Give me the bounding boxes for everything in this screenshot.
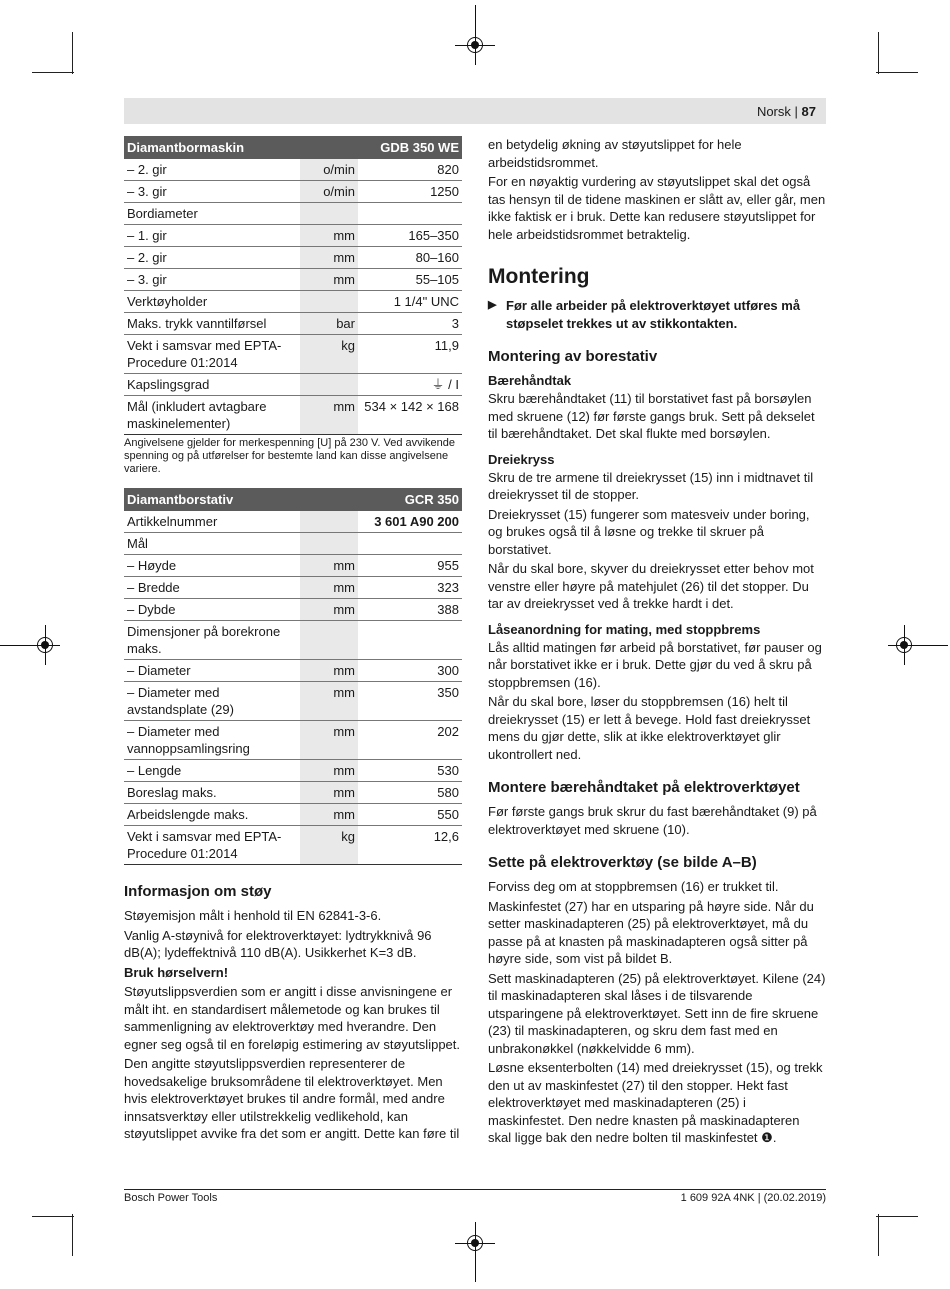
table-title: Diamantbormaskin <box>124 136 358 159</box>
spec-table-body <box>124 159 462 435</box>
row-label: Dimensjoner på borekrone maks. <box>124 621 300 660</box>
row-label: – Bredde <box>124 577 300 599</box>
crop-mark <box>876 1216 918 1217</box>
table-header-row <box>124 136 462 159</box>
page-number: 87 <box>801 104 816 119</box>
row-unit: mm <box>300 782 358 804</box>
table-row <box>124 225 462 247</box>
minor-heading: Bærehåndtak <box>488 373 572 388</box>
row-label: – Diameter med avstandsplate (29) <box>124 682 300 721</box>
row-unit <box>300 291 358 313</box>
row-unit: mm <box>300 269 358 291</box>
paragraph: Maskinfestet (27) har en utsparing på høyre side. Når du setter maskinadapteren (25) på elektroverktøyet, må du passe på at knasten på maskinadapteren også sitter på høyre side, som vist på bildet B. <box>488 898 814 966</box>
row-value: 1250 <box>358 181 462 203</box>
paragraph: en betydelig økning av støyutslippet for hele arbeidstidsrommet. <box>488 137 742 170</box>
row-label: Mål (inkludert avtagbare maskinelementer) <box>124 396 300 435</box>
table-row <box>124 760 462 782</box>
table-row <box>124 203 462 225</box>
row-unit: kg <box>300 335 358 374</box>
table-row <box>124 511 462 533</box>
row-value: 55–105 <box>358 269 462 291</box>
paragraph: Lås alltid matingen før arbeid på borstativet, før pauser og når borstativet ikke er i bruk. Dette gjør du ved å skru på stoppbremsen (16). <box>488 639 822 690</box>
row-label: Arbeidslengde maks. <box>124 804 300 826</box>
row-unit: mm <box>300 225 358 247</box>
row-value <box>358 621 462 660</box>
table-row <box>124 247 462 269</box>
row-label: Mål <box>124 533 300 555</box>
footer-docnumber: 1 609 92A 4NK | (20.02.2019) <box>680 1192 826 1204</box>
warning-text: ▶ Før alle arbeider på elektroverktøyet utføres må støpselet trekkes ut av stikkontakten. <box>488 297 826 332</box>
paragraph: Støyutslippsverdien som er angitt i disse anvisningene er målt iht. en standardisert målemetode og kan brukes til sammenligning av elektroverktøy med hverandre. Den egner seg også til en foreløpig estimering av støyutslippet. <box>124 984 461 1052</box>
paragraph: For en nøyaktig vurdering av støyutslippet skal det også tas hensyn til de tidene maskinen er slått av, eller går, men ikke faktisk er i bruk. Dette kan redusere støyutslippet for hele arbeidstidsrommet betraktelig. <box>488 174 826 242</box>
row-value: 550 <box>358 804 462 826</box>
minor-heading: Låseanordning for mating, med stoppbrems <box>488 621 761 637</box>
table-model: GDB 350 WE <box>358 136 462 159</box>
registration-line <box>475 1222 476 1282</box>
paragraph: Skru de tre armene til dreiekrysset (15) inn i midtnavet til dreiekrysset til de stopper. <box>488 469 814 502</box>
crop-mark <box>32 72 74 73</box>
row-label: Vekt i samsvar med EPTA-Procedure 01:2014 <box>124 826 300 865</box>
paragraph: Når du skal bore, løser du stoppbremsen (16) helt til dreiekrysset (15) er lett å bevege. Hold fast dreiekrysset mens du gjør dette, slik at ikke elektroverktøyet glir ukontrollert ned. <box>488 694 811 762</box>
row-label: – 1. gir <box>124 225 300 247</box>
paragraph: Skru bærehåndtaket (11) til borstativet fast på borsøylen med skruene (12) før første gangs bruk. Sett på dekselet til bærehåndtaket. Det skal flukte med borsøylen. <box>488 391 815 441</box>
row-unit <box>300 621 358 660</box>
row-label: – Dybde <box>124 599 300 621</box>
crop-mark <box>878 1214 879 1256</box>
row-unit <box>300 374 358 396</box>
row-label: Verktøyholder <box>124 291 300 313</box>
registration-mark-icon <box>37 637 53 653</box>
row-value: 3 <box>358 313 462 335</box>
row-value: 530 <box>358 760 462 782</box>
row-unit <box>300 533 358 555</box>
row-unit: kg <box>300 826 358 865</box>
row-value: 580 <box>358 782 462 804</box>
row-label: – Lengde <box>124 760 300 782</box>
spec-table-stand <box>124 488 462 865</box>
row-unit: mm <box>300 599 358 621</box>
table-row <box>124 269 462 291</box>
spec-table-body <box>124 511 462 865</box>
row-label: – 2. gir <box>124 247 300 269</box>
right-column <box>488 136 826 1149</box>
row-label: – 3. gir <box>124 269 300 291</box>
table-title: Diamantborstativ <box>124 488 358 511</box>
paragraph: Sett maskinadapteren (25) på elektroverktøyet. Kilene (24) til maskinadapteren skal låses i de tilsvarende utsparingene på elektroverktøyet. Sett inn de fire skruene (23) til maskinadapteren, og skru dem fast med en unbrakonøkkel (nøkkelvidde 6 mm). <box>488 970 826 1056</box>
row-label: – 3. gir <box>124 181 300 203</box>
row-value: 388 <box>358 599 462 621</box>
row-value: ⏚ / I <box>358 374 462 396</box>
row-value: 165–350 <box>358 225 462 247</box>
table-row <box>124 335 462 374</box>
row-unit: o/min <box>300 159 358 181</box>
section-heading-montering: Montering <box>488 265 590 288</box>
row-unit: mm <box>300 577 358 599</box>
row-unit <box>300 511 358 533</box>
row-label: – Diameter med vannoppsamlingsring <box>124 721 300 760</box>
row-value: 202 <box>358 721 462 760</box>
table-row <box>124 621 462 660</box>
row-value <box>358 533 462 555</box>
paragraph-bold: Bruk hørselvern! <box>124 964 229 980</box>
paragraph: Før første gangs bruk skrur du fast bærehåndtaket (9) på elektroverktøyet med skruene (10). <box>488 804 817 837</box>
paragraph: Dreiekrysset (15) fungerer som matesveiv under boring, og brukes også til å løsne og trekke til skruer på borstativet. <box>488 506 810 557</box>
subheading: Montere bærehåndtaket på elektroverktøyet <box>488 779 800 796</box>
row-unit <box>300 203 358 225</box>
table-row <box>124 374 462 396</box>
table-model: GCR 350 <box>358 488 462 511</box>
paragraph: Løsne eksenterbolten (14) med dreiekrysset (15), og trekk den ut av maskinfestet (27) til den stopper. Hekt fast elektroverktøyet med maskinadapteren (25) i maskinfestet. Den nedre knasten på maskinadapteren skal ligge bak den nedre bolten til maskinfestet ❶. <box>488 1060 823 1145</box>
table-row <box>124 159 462 181</box>
row-label: Bordiameter <box>124 203 300 225</box>
row-value: 350 <box>358 682 462 721</box>
table-row <box>124 555 462 577</box>
table-header-row <box>124 488 462 511</box>
registration-line <box>475 5 476 65</box>
subheading: Sette på elektroverktøy (se bilde A–B) <box>488 854 757 871</box>
row-unit: mm <box>300 804 358 826</box>
crop-mark <box>878 32 879 74</box>
paragraph: Den angitte støyutslippsverdien representerer de hovedsakelige bruksområdene til elektroverktøyet. Men hvis elektroverktøyet brukes til andre formål, med andre innsatsverktøy eller utilstrekkelig vedlikehold, kan støyutslippet avvike fra det som er angitt. Dette kan føre til <box>124 1056 460 1141</box>
crop-mark <box>32 1216 74 1217</box>
row-label: – Høyde <box>124 555 300 577</box>
row-unit: mm <box>300 760 358 782</box>
table-row <box>124 660 462 682</box>
row-unit: mm <box>300 396 358 435</box>
row-value: 3 601 A90 200 <box>358 511 462 533</box>
row-value: 323 <box>358 577 462 599</box>
subheading: Montering av borestativ <box>488 348 658 365</box>
row-unit: mm <box>300 555 358 577</box>
minor-heading: Dreiekryss <box>488 451 555 467</box>
footer-rule <box>124 1189 826 1190</box>
row-label: Artikkelnummer <box>124 511 300 533</box>
left-column <box>124 136 462 1145</box>
paragraph: Støyemisjon målt i henhold til EN 62841-3-6. <box>124 908 382 923</box>
header-separator: | <box>794 104 798 119</box>
table-row <box>124 181 462 203</box>
crop-mark <box>72 32 73 74</box>
table-row <box>124 396 462 435</box>
section-heading-noise: Informasjon om støy <box>124 883 272 900</box>
registration-mark-icon <box>467 37 483 53</box>
table-row <box>124 782 462 804</box>
page-header <box>757 104 816 119</box>
paragraph: Når du skal bore, skyver du dreiekrysset etter behov mot venstre eller høyre på matehjulet (26) til det stopper. Du tar av dreiekrysset ved å trekke hardt i det. <box>488 561 814 611</box>
crop-mark <box>72 1214 73 1256</box>
registration-mark-icon <box>467 1235 483 1251</box>
table-row <box>124 313 462 335</box>
table-row <box>124 291 462 313</box>
row-unit: mm <box>300 247 358 269</box>
row-label: Vekt i samsvar med EPTA-Procedure 01:2014 <box>124 335 300 374</box>
table-row <box>124 533 462 555</box>
table-row <box>124 721 462 760</box>
paragraph: Vanlig A-støynivå for elektroverktøyet: lydtrykknivå 96 dB(A); lydeffektnivå 110 dB(A). Usikkerhet K=3 dB. <box>124 927 432 960</box>
row-value: 534 × 142 × 168 <box>358 396 462 435</box>
row-unit: mm <box>300 721 358 760</box>
row-unit: mm <box>300 682 358 721</box>
table-row <box>124 682 462 721</box>
row-value: 820 <box>358 159 462 181</box>
table-row <box>124 599 462 621</box>
header-language: Norsk <box>756 104 791 119</box>
table-row <box>124 804 462 826</box>
header-band <box>124 98 826 124</box>
paragraph: Forviss deg om at stoppbremsen (16) er trukket til. <box>488 879 779 894</box>
row-label: Maks. trykk vanntilførsel <box>124 313 300 335</box>
row-label: – 2. gir <box>124 159 300 181</box>
table-row <box>124 826 462 865</box>
spec-table-drill <box>124 136 462 435</box>
table-note: Angivelsene gjelder for merkespenning [U] på 230 V. Ved avvikende spenning og på utførelser for bestemte land kan disse angivelsene variere. <box>124 437 456 475</box>
crop-mark <box>876 72 918 73</box>
row-label: – Diameter <box>124 660 300 682</box>
row-value: 12,6 <box>358 826 462 865</box>
row-value: 80–160 <box>358 247 462 269</box>
row-unit: bar <box>300 313 358 335</box>
row-value: 300 <box>358 660 462 682</box>
row-value: 11,9 <box>358 335 462 374</box>
row-label: Kapslingsgrad <box>124 374 300 396</box>
registration-mark-icon <box>896 637 912 653</box>
row-unit: mm <box>300 660 358 682</box>
row-label: Boreslag maks. <box>124 782 300 804</box>
row-unit: o/min <box>300 181 358 203</box>
footer-brand: Bosch Power Tools <box>124 1192 218 1204</box>
row-value: 955 <box>358 555 462 577</box>
row-value: 1 1/4" UNC <box>358 291 462 313</box>
row-value <box>358 203 462 225</box>
table-row <box>124 577 462 599</box>
